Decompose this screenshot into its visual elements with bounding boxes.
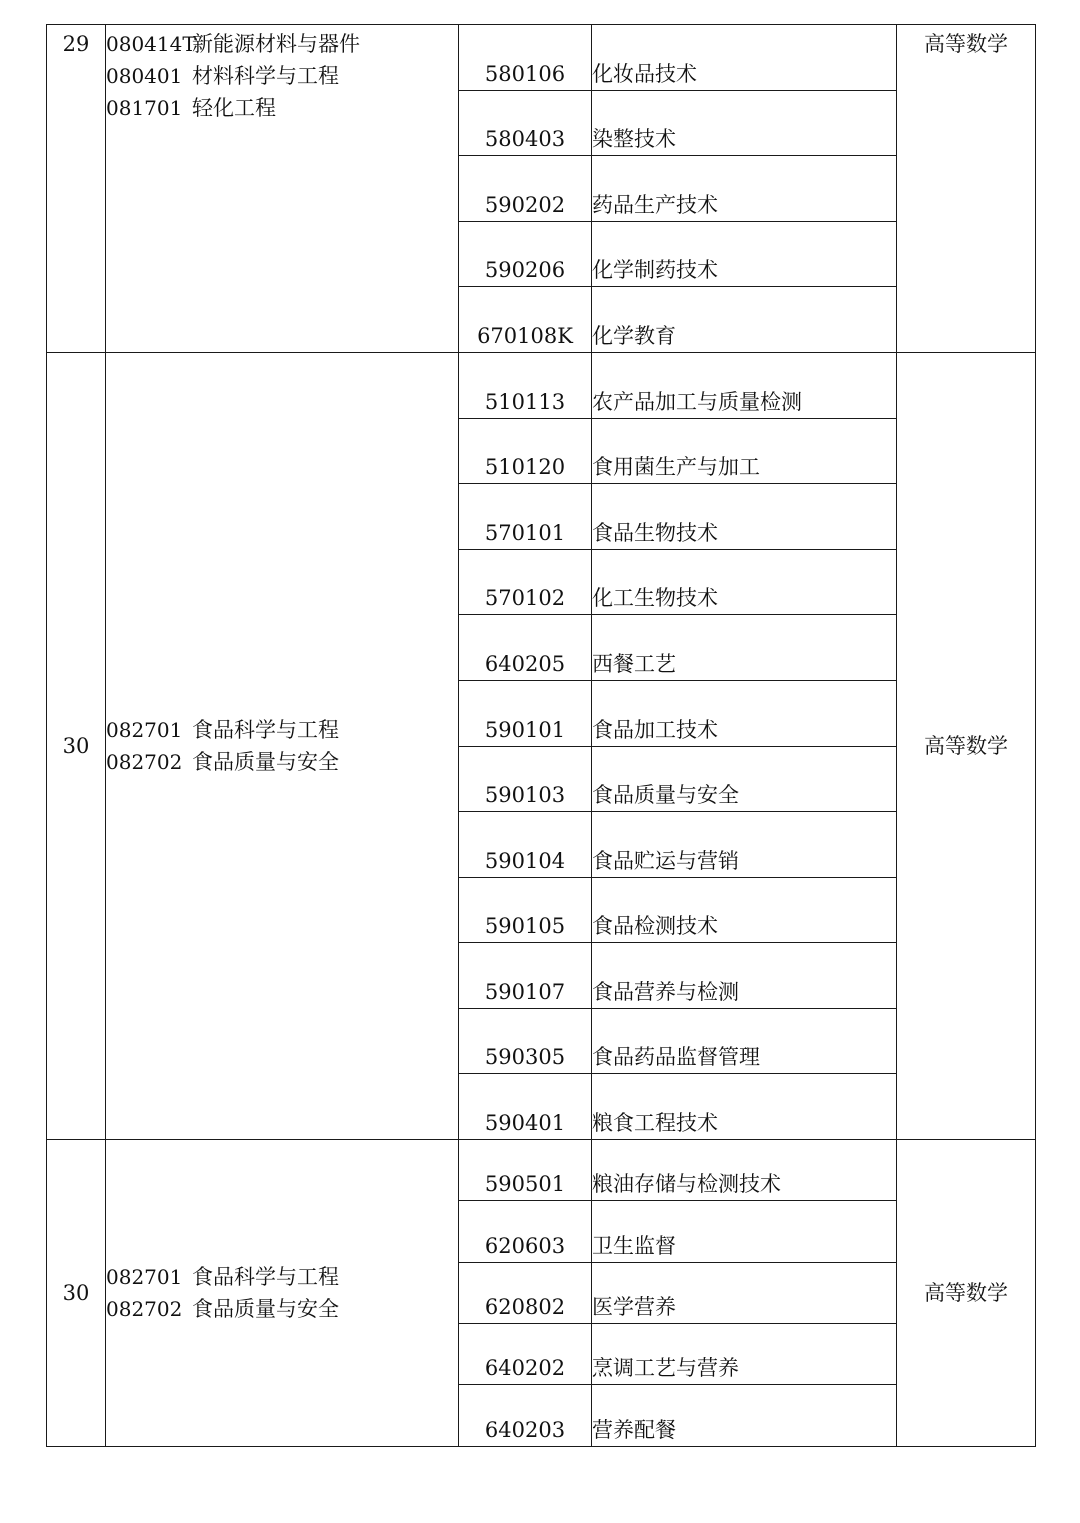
program-name: 食品营养与检测 bbox=[592, 943, 897, 1009]
program-name: 粮食工程技术 bbox=[592, 1074, 897, 1140]
program-name: 食品贮运与营销 bbox=[592, 812, 897, 878]
program-name: 化学制药技术 bbox=[592, 222, 897, 287]
exam-subject: 高等数学 bbox=[897, 353, 1036, 1140]
program-code: 590401 bbox=[459, 1074, 592, 1140]
program-name: 食用菌生产与加工 bbox=[592, 419, 897, 484]
program-code: 590103 bbox=[459, 747, 592, 812]
major-name: 轻化工程 bbox=[192, 96, 276, 120]
program-name: 食品生物技术 bbox=[592, 484, 897, 550]
major-entry bbox=[106, 1261, 458, 1293]
program-name: 烹调工艺与营养 bbox=[592, 1324, 897, 1385]
major-code: 080401 bbox=[106, 64, 183, 88]
program-code: 580403 bbox=[459, 91, 592, 156]
program-code: 510120 bbox=[459, 419, 592, 484]
program-code: 670108K bbox=[459, 287, 592, 353]
table-row bbox=[47, 1140, 1036, 1201]
major-name: 新能源材料与器件 bbox=[192, 32, 360, 56]
exam-subject: 高等数学 bbox=[897, 25, 1036, 353]
program-code: 640205 bbox=[459, 615, 592, 681]
program-code: 580106 bbox=[459, 25, 592, 91]
program-code: 640202 bbox=[459, 1324, 592, 1385]
group-number: 30 bbox=[47, 353, 106, 1140]
program-name: 食品加工技术 bbox=[592, 681, 897, 747]
major-name: 食品质量与安全 bbox=[192, 750, 339, 774]
major-code: 081701 bbox=[106, 96, 183, 120]
program-code: 620802 bbox=[459, 1263, 592, 1324]
group-number: 30 bbox=[47, 1140, 106, 1447]
exam-subject: 高等数学 bbox=[897, 1140, 1036, 1447]
program-code: 590501 bbox=[459, 1140, 592, 1201]
major-entry bbox=[106, 746, 458, 778]
major-code: 082702 bbox=[106, 750, 183, 774]
program-code: 510113 bbox=[459, 353, 592, 419]
program-name: 药品生产技术 bbox=[592, 156, 897, 222]
program-code: 590202 bbox=[459, 156, 592, 222]
program-code: 640203 bbox=[459, 1385, 592, 1447]
major-code: 082702 bbox=[106, 1297, 183, 1321]
program-name: 化妆品技术 bbox=[592, 25, 897, 91]
table-row bbox=[47, 353, 1036, 419]
program-code: 590107 bbox=[459, 943, 592, 1009]
undergrad-majors bbox=[106, 353, 459, 1140]
program-name: 卫生监督 bbox=[592, 1201, 897, 1263]
program-name: 营养配餐 bbox=[592, 1385, 897, 1447]
program-code: 590206 bbox=[459, 222, 592, 287]
major-code: 080414T bbox=[106, 32, 196, 56]
program-name: 食品药品监督管理 bbox=[592, 1009, 897, 1074]
major-entry bbox=[106, 92, 458, 124]
program-name: 西餐工艺 bbox=[592, 615, 897, 681]
major-name: 材料科学与工程 bbox=[192, 64, 339, 88]
major-code: 082701 bbox=[106, 718, 183, 742]
table-row bbox=[47, 25, 1036, 91]
program-code: 570101 bbox=[459, 484, 592, 550]
program-code: 570102 bbox=[459, 550, 592, 615]
program-name: 粮油存储与检测技术 bbox=[592, 1140, 897, 1201]
undergrad-majors bbox=[106, 1140, 459, 1447]
major-entry bbox=[106, 714, 458, 746]
program-name: 化工生物技术 bbox=[592, 550, 897, 615]
program-code: 590104 bbox=[459, 812, 592, 878]
major-name: 食品质量与安全 bbox=[192, 1297, 339, 1321]
program-name: 农产品加工与质量检测 bbox=[592, 353, 897, 419]
program-name: 化学教育 bbox=[592, 287, 897, 353]
major-code: 082701 bbox=[106, 1265, 183, 1289]
program-code: 590305 bbox=[459, 1009, 592, 1074]
major-entry bbox=[106, 1293, 458, 1325]
program-name: 染整技术 bbox=[592, 91, 897, 156]
program-name: 食品质量与安全 bbox=[592, 747, 897, 812]
major-entry bbox=[106, 60, 458, 92]
major-name: 食品科学与工程 bbox=[192, 1265, 339, 1289]
major-entry bbox=[106, 28, 458, 60]
major-mapping-table bbox=[46, 24, 1036, 1447]
group-number: 29 bbox=[47, 25, 106, 353]
program-name: 食品检测技术 bbox=[592, 878, 897, 943]
program-code: 590105 bbox=[459, 878, 592, 943]
program-code: 620603 bbox=[459, 1201, 592, 1263]
program-name: 医学营养 bbox=[592, 1263, 897, 1324]
major-name: 食品科学与工程 bbox=[192, 718, 339, 742]
program-code: 590101 bbox=[459, 681, 592, 747]
undergrad-majors bbox=[106, 25, 459, 353]
